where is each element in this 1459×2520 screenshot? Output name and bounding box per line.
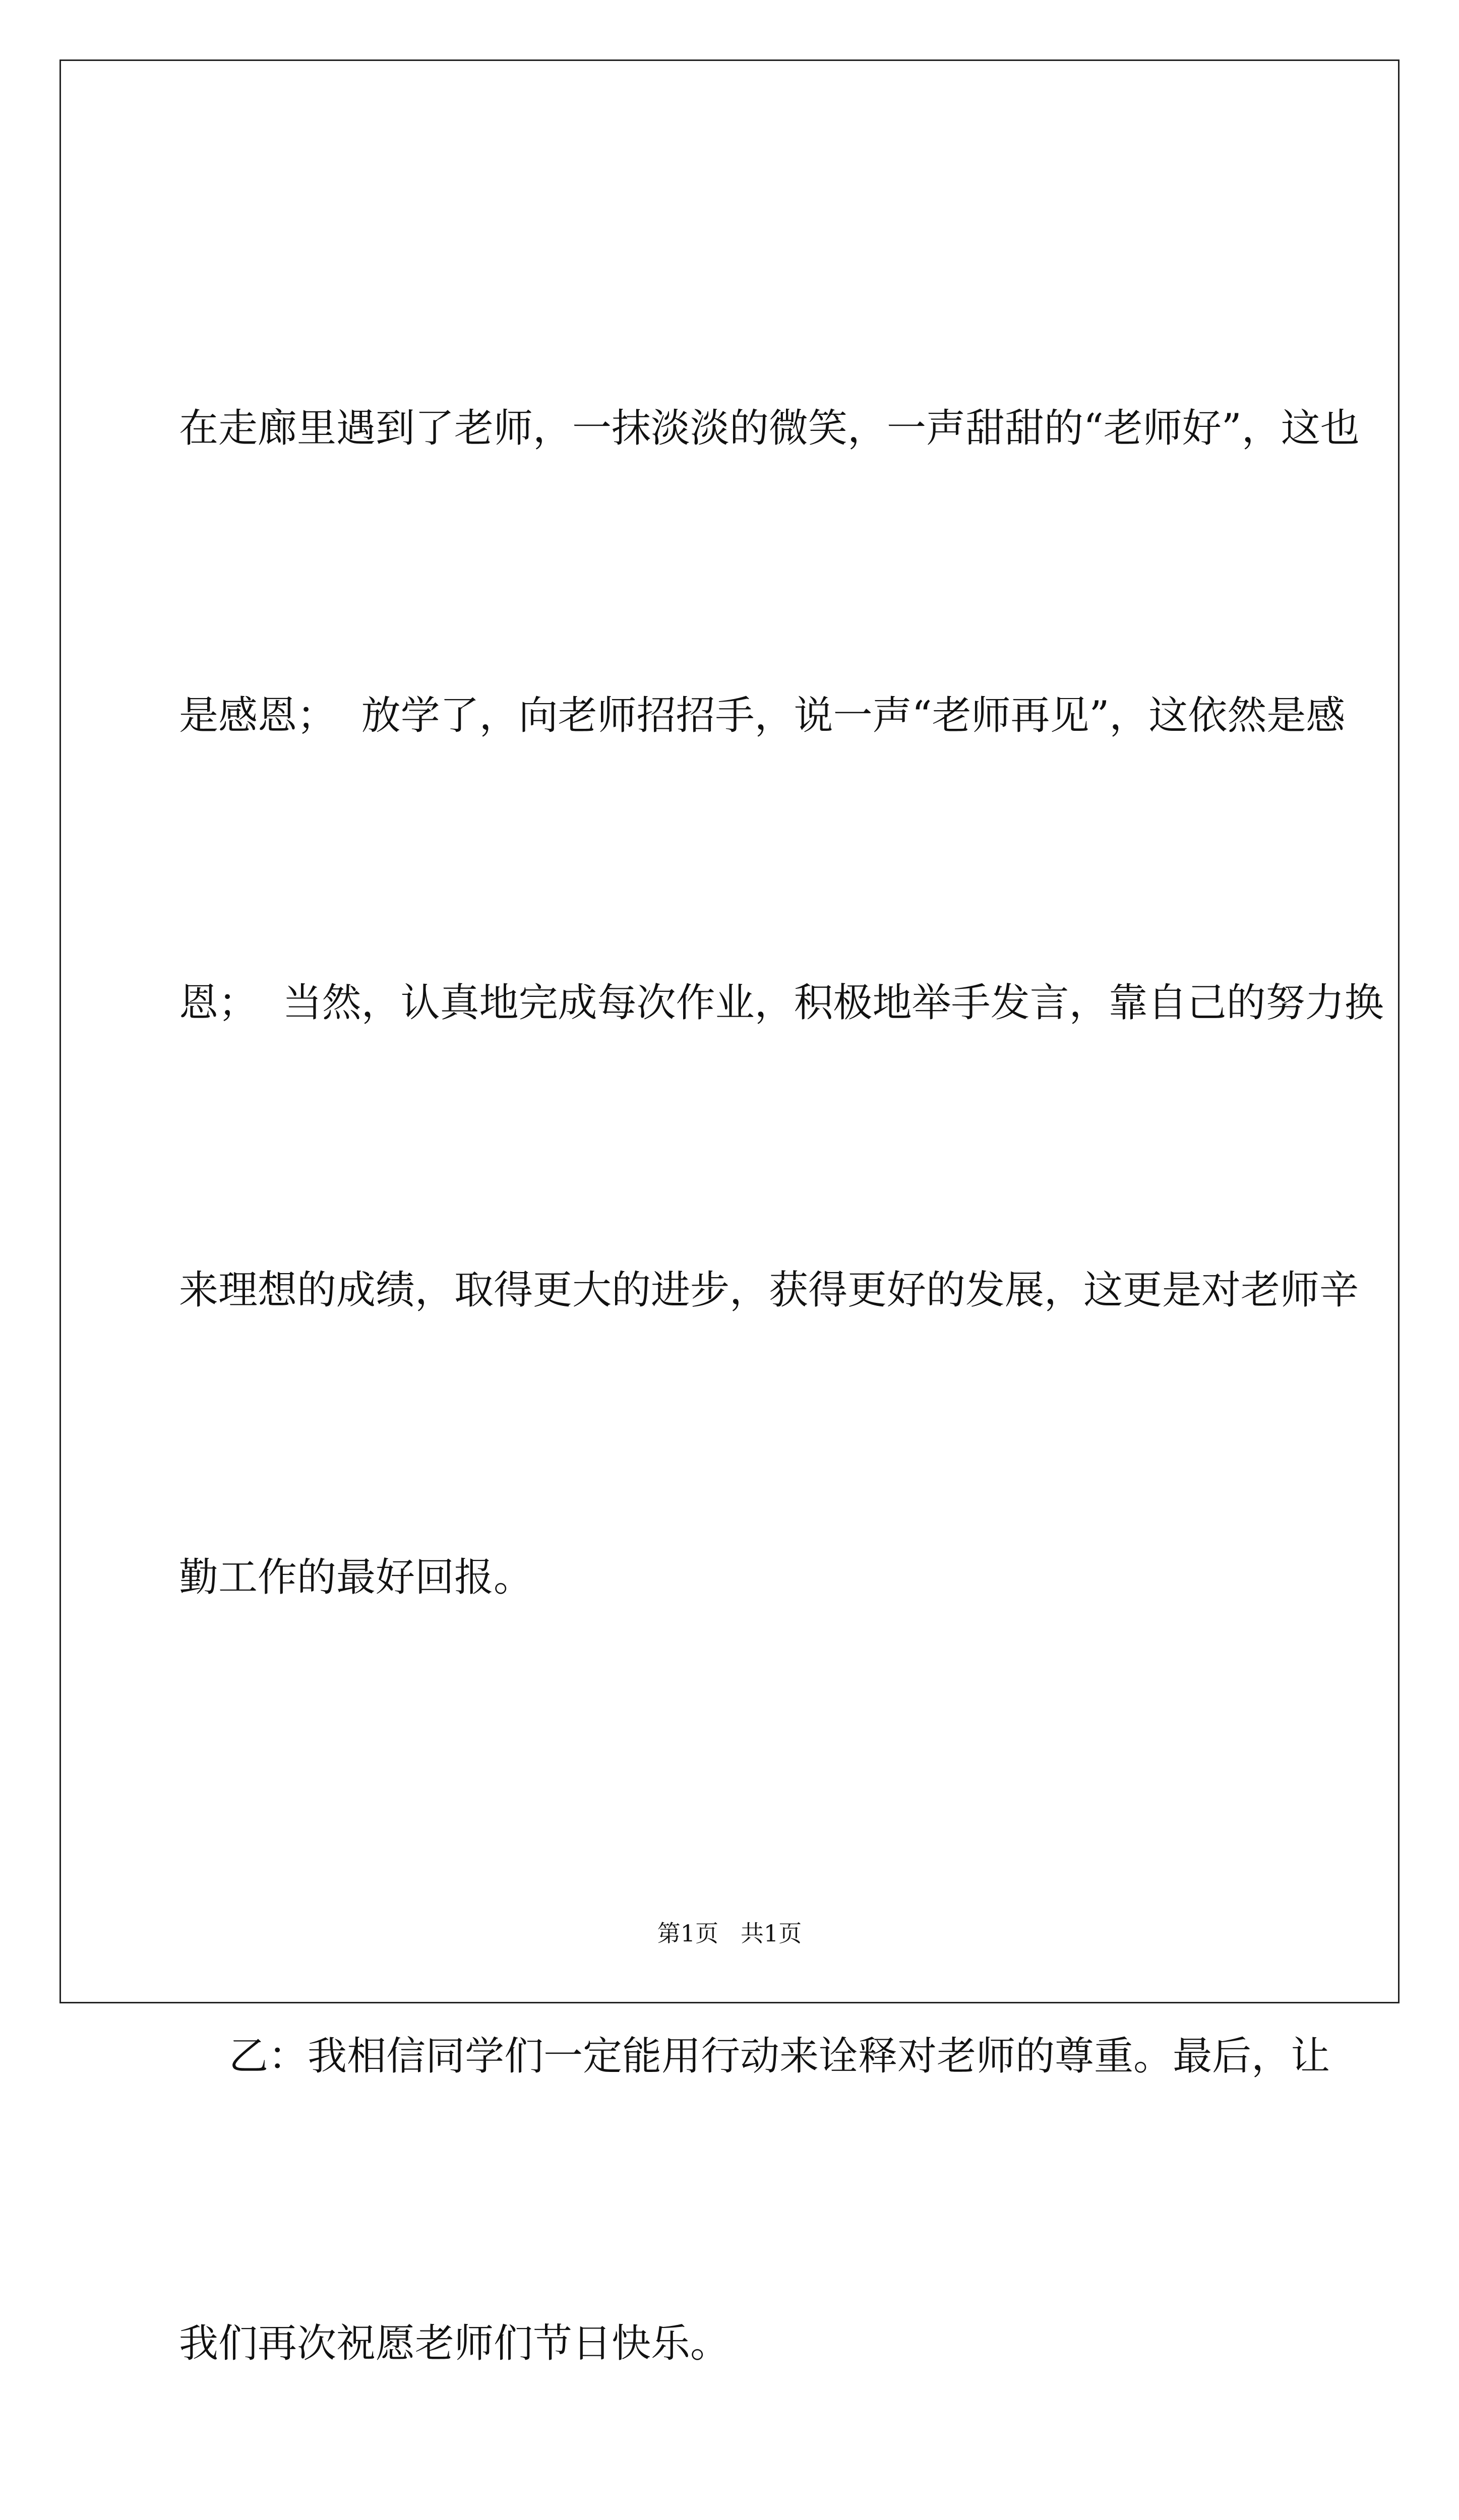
- text-line: 我们再次祝愿老师们节日快乐。: [179, 2321, 730, 2366]
- paragraph: [179, 189, 1384, 1817]
- text-line: 恩； 当然，认真地完成每次作业，积极地举手发言，靠自己的努力换: [179, 980, 1384, 1026]
- page-number-footer: 第1页 共1页: [657, 1920, 802, 1947]
- text-line: 来理想的成绩，取得更大的进步，获得更好的发展，这更是对老师辛: [179, 1268, 1359, 1313]
- document-body: [179, 189, 1384, 2520]
- text-line: 勤工作的最好回报。: [179, 1555, 533, 1600]
- text-line: 乙：我相信同学们一定能用行动来诠释对老师的尊重。最后，让: [179, 2034, 1330, 2079]
- text-line: 在走廊里遇到了老师，一抹淡淡的微笑，一声甜甜的“老师好”，这也: [179, 406, 1360, 451]
- text-line: 是感恩； 放学了，向老师招招手，说一声“老师再见”，这依然是感: [179, 693, 1346, 738]
